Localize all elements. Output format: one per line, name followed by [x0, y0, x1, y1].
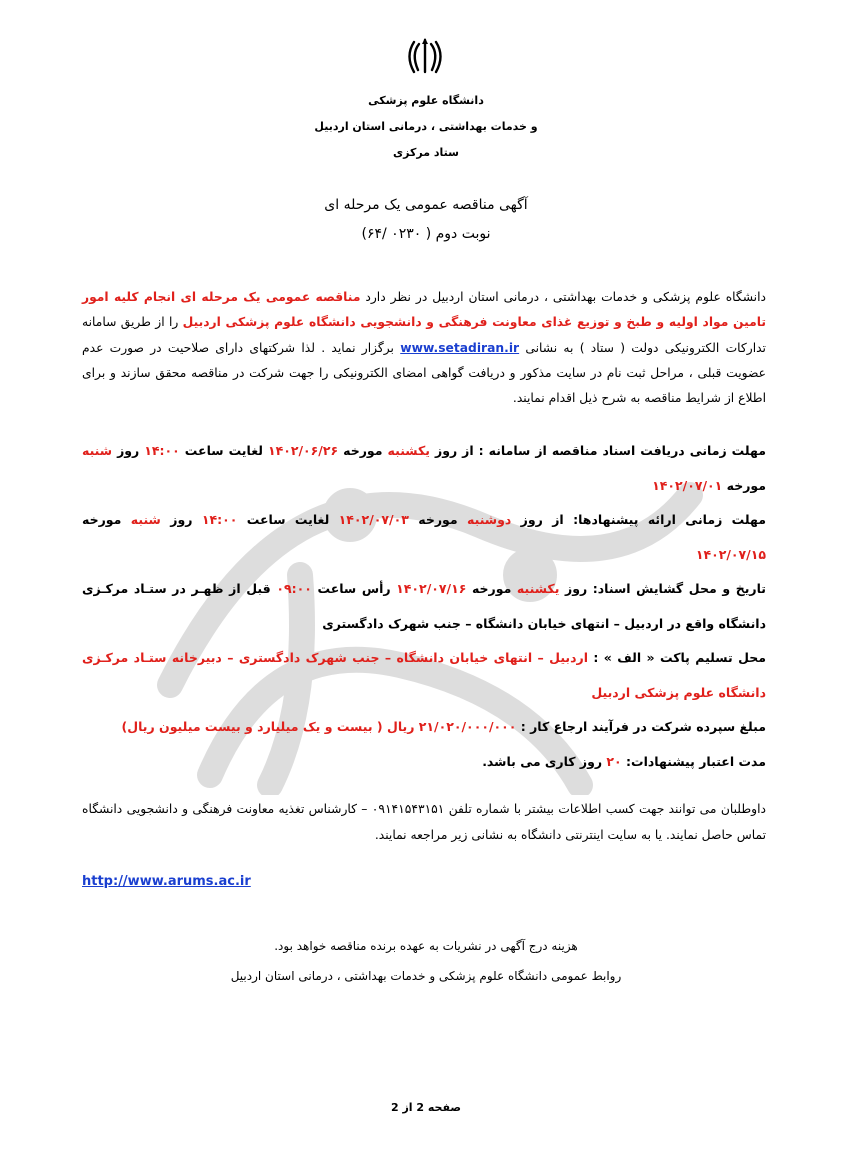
- setadiran-link[interactable]: www.setadiran.ir: [400, 340, 520, 355]
- footer-cost-note: هزینه درج آگهی در نشریات به عهده برنده مناقصه خواهد بود.: [274, 939, 578, 953]
- intro-text-4: برگزار نماید . لذا شرکتهای دارای صلاحیت در صورت عدم عضویت قبلی ، مراحل ثبت نام در سایت مذکور و دریافت گواهی امضای الکترونیکی را جهت شرکت در مناقصه محقق سازند و برای اطلاع از شرایط مناقصه به شرح ذیل اقدام نمایند.: [82, 340, 766, 406]
- proposal-validity: مدت اعتبار پیشنهادات: ۲۰ روز کاری می باشد.: [482, 753, 766, 769]
- contact-paragraph: داوطلبان می توانند جهت کسب اطلاعات بیشتر با شماره تلفن ۰۹۱۴۱۵۴۳۱۵۱ – کارشناس تغذیه معاونت فرهنگی و دانشجویی دانشگاه تماس حاصل نمایند. یا به سایت اینترنتی دانشگاه به نشانی زیر مراجعه نمایند.: [82, 802, 766, 842]
- tender-subject: مناقصه عمومی یک مرحله ای انجام کلیه امور تامین مواد اولیه و طبخ و توزیع غذای معاونت فرهنگی و دانشجویی دانشگاه علوم پزشکی اردبیل: [82, 290, 766, 330]
- bid-submission-deadline: مهلت زمانی ارائه پیشنهادها: از روز دوشنبه مورخه ۱۴۰۲/۰۷/۰۳ لغایت ساعت ۱۴:۰۰ روز شنبه مورخه ۱۴۰۲/۰۷/۱۵: [82, 512, 766, 562]
- doc-receipt-deadline: مهلت زمانی دریافت اسناد مناقصه از سامانه : از روز یکشنبه مورخه ۱۴۰۲/۰۶/۲۶ لغایت ساعت ۱۴:۰۰ روز شنبه مورخه ۱۴۰۲/۰۷/۰۱: [82, 443, 766, 493]
- header-office: ستاد مرکزی: [393, 146, 459, 159]
- iran-emblem-icon: [405, 36, 445, 76]
- details-block: [82, 434, 766, 779]
- header-services: و خدمات بهداشتی ، درمانی استان اردبیل: [314, 120, 538, 133]
- intro-text-3: را از طریق سامانه تدارکات الکترونیکی دولت ( ستاد ) به نشانی: [82, 315, 766, 355]
- header-university: دانشگاه علوم پزشکی: [368, 94, 484, 107]
- footer-public-relations: روابط عمومی دانشگاه علوم پزشکی و خدمات بهداشتی ، درمانی استان اردبیل: [230, 969, 622, 983]
- intro-paragraph: [82, 285, 766, 411]
- notice-round: نوبت دوم ( ۰۲۳۰ /۶۴): [361, 226, 491, 242]
- page-number: صفحه 2 از 2: [390, 1101, 462, 1114]
- notice-title: آگهی مناقصه عمومی یک مرحله ای: [324, 197, 528, 213]
- intro-text-1: دانشگاه علوم پزشکی و خدمات بهداشتی ، درمانی استان اردبیل در نظر دارد: [360, 290, 766, 304]
- envelope-delivery-place: محل تسلیم پاکت « الف » : اردبیل – انتهای خیابان دانشگاه – جنب شهرک دادگستری – دبیرخانه ستـاد مرکـزی دانشگاه علوم پزشکی اردبیل: [82, 650, 766, 700]
- deposit-amount: مبلغ سپرده شرکت در فرآیند ارجاع کار : ۲۱/۰۲۰/۰۰۰/۰۰۰ ریال ( بیست و یک میلیارد و بیست میلیون ریال): [121, 719, 766, 734]
- opening-date-place: تاریخ و محل گشایش اسناد: روز یکشنبه مورخه ۱۴۰۲/۰۷/۱۶ رأس ساعت ۰۹:۰۰ قبل از ظهـر در ستـاد مرکـزی دانشگاه واقع در اردبیل – انتهای خیابان دانشگاه – جنب شهرک دادگستری: [82, 581, 766, 631]
- university-website-link[interactable]: http://www.arums.ac.ir: [82, 874, 251, 889]
